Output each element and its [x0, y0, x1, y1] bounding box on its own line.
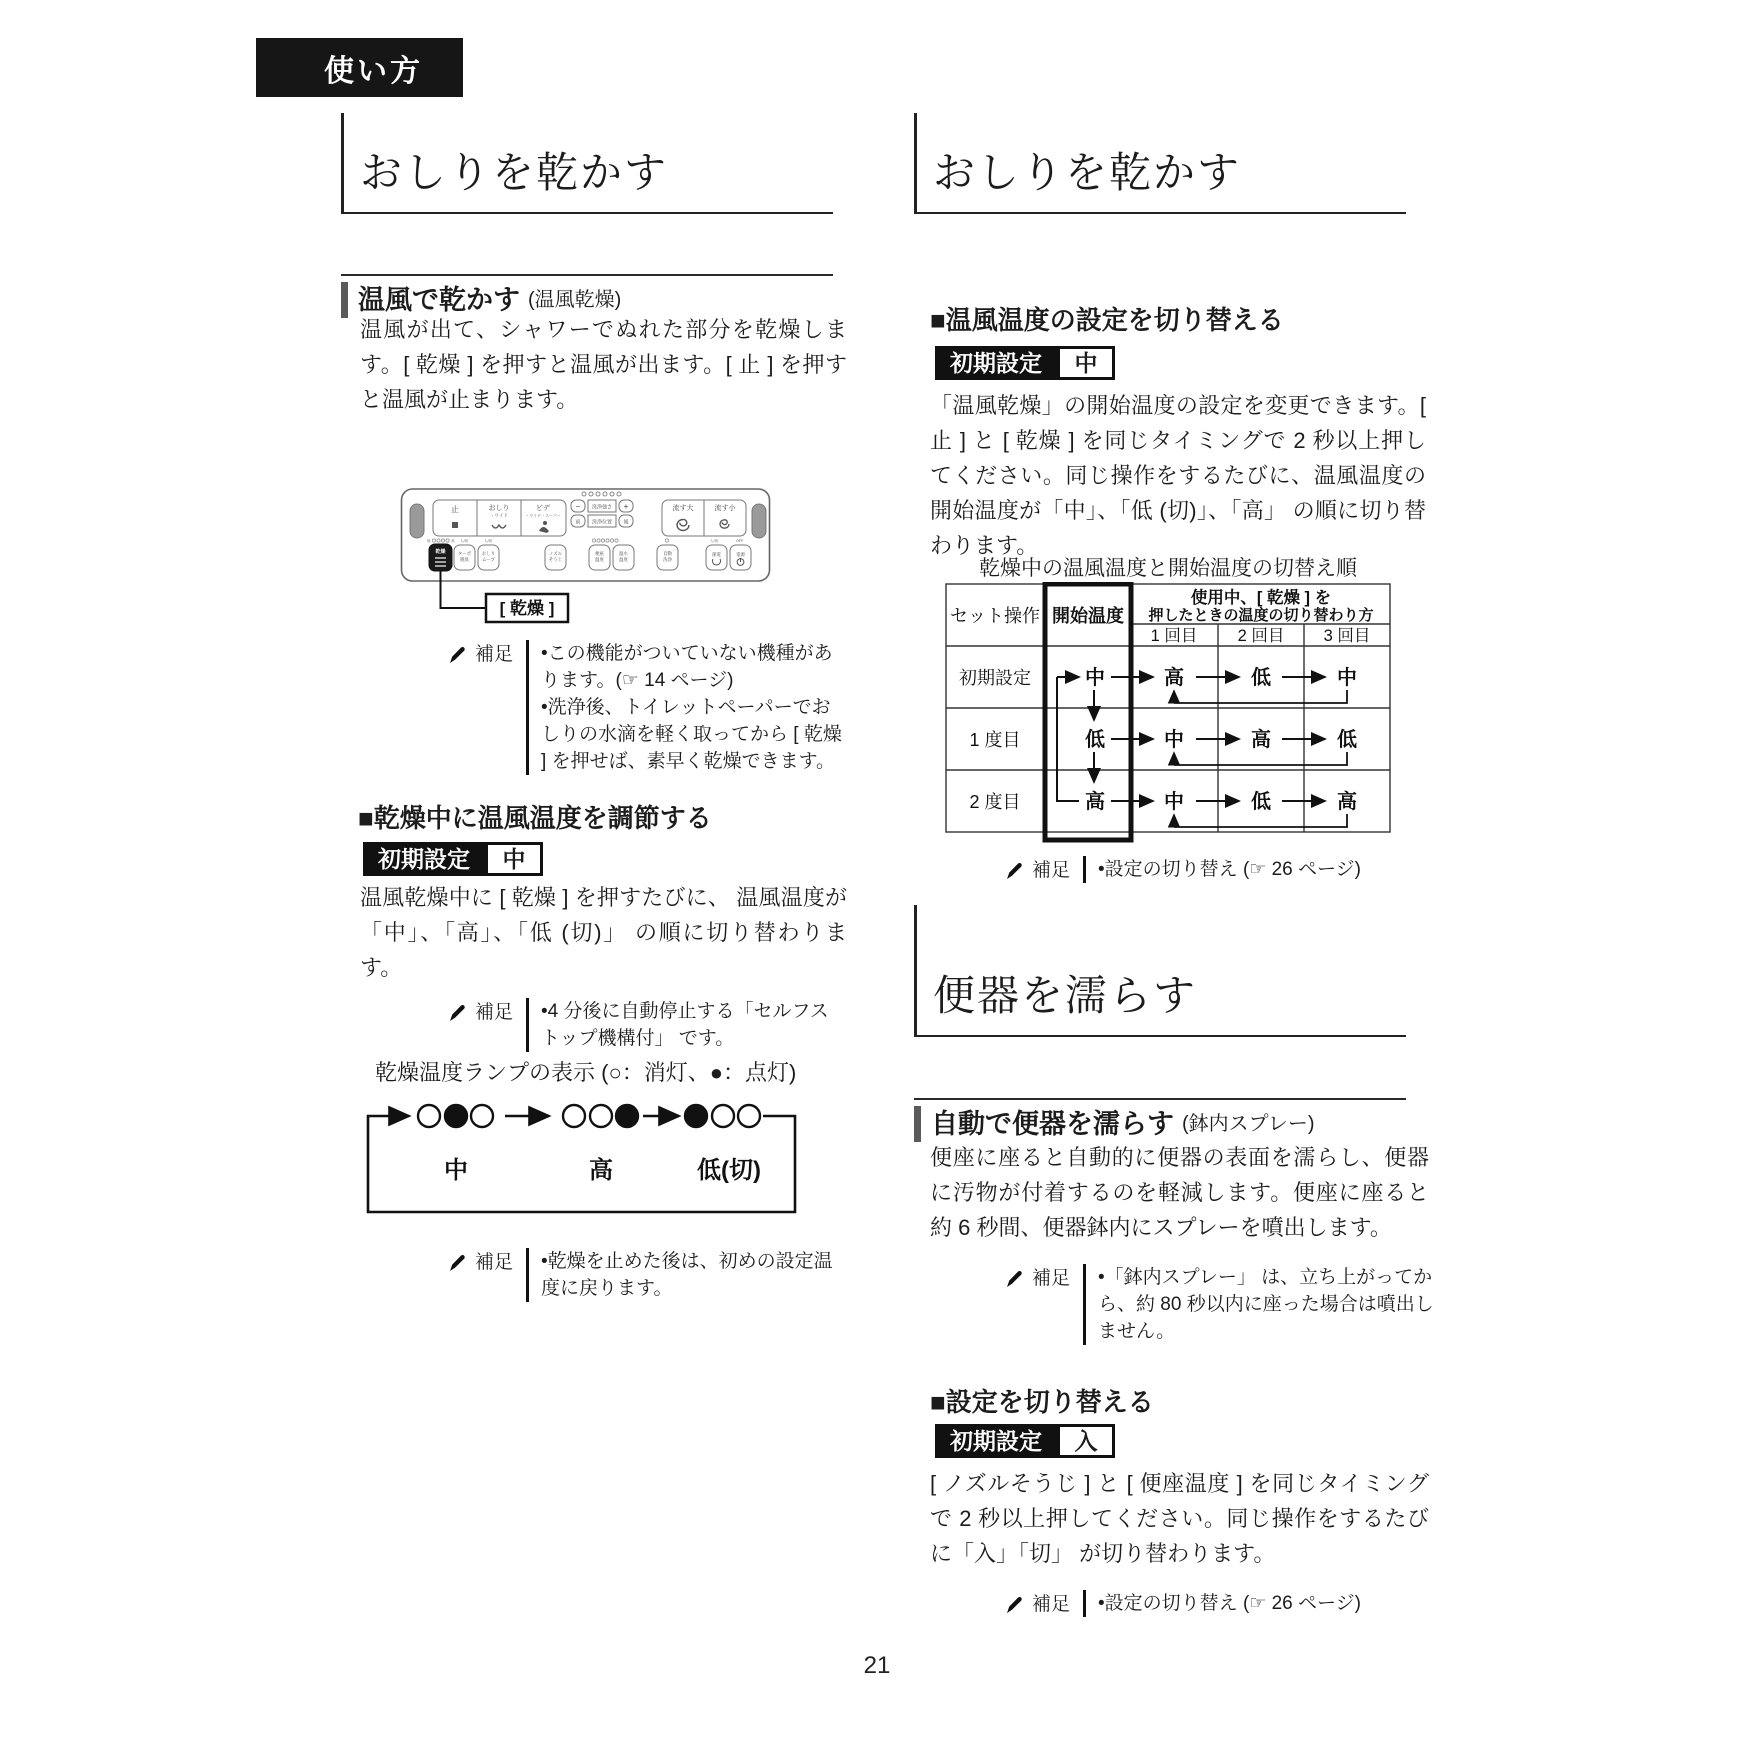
- note-body: [1083, 856, 1361, 883]
- svg-text:低: 低: [1337, 729, 1357, 751]
- move-button-label2: ムーブ: [482, 557, 495, 562]
- back-button: 後: [623, 519, 629, 526]
- start-value-2nd: 高: [1085, 791, 1105, 813]
- oshiri-button-sub: ・ワイド: [490, 513, 508, 518]
- pencil-icon: [448, 645, 468, 665]
- switch-temp-body: 「温風乾燥」の開始温度の設定を変更できます。[ 止 ] と [ 乾燥 ] を同じタイミングで 2 秒以上押してください。同じ操作をするたびに、温風温度の開始温度が「中」、「低 (切)」、「高」 の順に切り替わります。: [930, 393, 1426, 558]
- note-body: [526, 640, 843, 775]
- note-item: •設定の切り替え (☞ 26 ページ): [1098, 1593, 1361, 1614]
- row-label-2nd: 2 度目: [969, 792, 1021, 812]
- spray-body: 便座に座ると自動的に便器の表面を濡らし、便器に汚物が付着するのを軽減します。便座に座ると約 6 秒間、便器鉢内にスプレーを噴出します。: [930, 1145, 1429, 1240]
- lamp-label-mid: 中: [444, 1157, 468, 1184]
- seat-temp-button-label: 便座: [595, 551, 604, 556]
- oshiri-button-label: おしり: [488, 505, 510, 512]
- table-col-use-2: 押したときの温度の切り替わり方: [1148, 607, 1374, 624]
- default-setting-badge: [935, 1424, 1115, 1458]
- remote-control-diagram: [400, 486, 772, 628]
- dry-button-label: 乾燥: [435, 549, 446, 555]
- row-label-1st: 1 度目: [969, 730, 1021, 750]
- toggle-heading: ■設定を切り替える: [930, 1387, 1154, 1417]
- note-item: •4 分後に自動停止する「セルフストップ機構付」 です。: [541, 1001, 829, 1049]
- minus-button: −: [575, 502, 581, 511]
- svg-text:高: 高: [1164, 667, 1184, 689]
- section-subtitle: (温風乾燥): [528, 289, 622, 311]
- dry-indicator-low: 低: [427, 539, 431, 543]
- seat-temp-button-label2: 温度: [595, 557, 604, 562]
- table-caption: 乾燥中の温風温度と開始温度の切替え順: [979, 557, 1357, 580]
- adjust-note: [448, 998, 841, 1052]
- pencil-icon: [448, 1253, 468, 1273]
- stop-icon: [452, 522, 458, 528]
- default-setting-label: 初期設定: [363, 842, 485, 876]
- note-item: •乾燥を止めた後は、初めの設定温度に戻ります。: [541, 1251, 833, 1299]
- power-button-label: 電源: [736, 552, 745, 557]
- note-label: 補足: [1032, 1594, 1071, 1615]
- front-button: 前: [575, 519, 581, 526]
- flush-small-label: 流す小: [714, 505, 736, 512]
- note-head: [1005, 1264, 1070, 1292]
- section-bar: [914, 1106, 921, 1142]
- turbo-button-label2: 脱臭: [460, 557, 469, 562]
- right-title: おしりを乾かす: [914, 113, 1406, 214]
- note-body: [1083, 1264, 1446, 1345]
- dry-indicator-high: 高: [451, 539, 455, 543]
- note-item: •設定の切り替え (☞ 26 ページ): [1098, 859, 1361, 880]
- note-label: 補足: [1032, 1268, 1071, 1289]
- row-label-default: 初期設定: [959, 668, 1031, 688]
- lamp-label-high: 高: [589, 1157, 613, 1184]
- svg-text:低: 低: [1251, 791, 1271, 813]
- turbo-button-label: ターボ: [457, 551, 472, 556]
- default-setting-badge: [935, 346, 1115, 380]
- pencil-icon: [1005, 861, 1025, 881]
- table-row-default-steps: [1111, 665, 1357, 703]
- section-title: 自動で便器を濡らす: [931, 1109, 1174, 1139]
- remote-left-grip: [410, 504, 424, 538]
- adjust-body: 温風乾燥中に [ 乾燥 ] を押すたびに、 温風温度が「中」、「高」、「低 (切)」 の順に切り替わります。: [360, 885, 847, 980]
- move-onoff: 入/切: [484, 539, 493, 543]
- lamp-title: 乾燥温度ランプの表示 (○：消灯、●：点灯): [375, 1060, 797, 1085]
- table-col-use-1: 使用中、[ 乾燥 ] を: [1190, 589, 1332, 607]
- note-head: [1005, 856, 1070, 884]
- note-label: 補足: [475, 644, 514, 665]
- lamp-state-high: [563, 1105, 638, 1127]
- warm-air-body: 温風が出て、シャワーでぬれた部分を乾燥します。[ 乾燥 ] を押すと温風が出ます。[ 止 ] を押すと温風が止まります。: [360, 317, 847, 412]
- note-body: [1083, 1590, 1361, 1617]
- table-sub-3: 3 回目: [1323, 627, 1371, 645]
- spray-note: [1005, 1264, 1446, 1345]
- eco-onoff: 入/切: [710, 539, 719, 543]
- default-setting-label: 初期設定: [935, 346, 1057, 380]
- default-setting-badge: [363, 842, 543, 876]
- lamp-cycle-diagram: [345, 1094, 807, 1226]
- note-label: 補足: [475, 1002, 514, 1023]
- move-button-label: おしり: [481, 551, 496, 556]
- note-label: 補足: [475, 1252, 514, 1273]
- right-title-2: 便器を濡らす: [914, 905, 1406, 1037]
- note-head: [1005, 1590, 1070, 1618]
- left-title: おしりを乾かす: [341, 113, 833, 214]
- svg-text:高: 高: [1251, 729, 1271, 751]
- nozzle-button-label: ノズル: [549, 551, 562, 556]
- water-temp-button-label2: 温度: [619, 557, 628, 562]
- svg-text:中: 中: [1164, 791, 1184, 813]
- section-title: 温風で乾かす: [358, 285, 520, 315]
- note-head: [448, 998, 513, 1026]
- stop-button-label: 止: [451, 505, 459, 514]
- table-sub-2: 2 回目: [1237, 627, 1285, 645]
- pencil-icon: [1005, 1269, 1025, 1289]
- remote-right-grip: [752, 504, 766, 538]
- auto-wash-button-label2: 洗浄: [663, 557, 672, 562]
- wash-position-label: 洗浄位置: [591, 519, 613, 526]
- temp-switch-table: [945, 582, 1391, 846]
- section-bar: [341, 282, 348, 318]
- note-item: •「鉢内スプレー」 は、立ち上がってから、約 80 秒以内に座った場合は噴出しません。: [1098, 1267, 1434, 1342]
- bide-button-label: ビデ: [536, 505, 550, 512]
- default-setting-value: 中: [485, 842, 543, 876]
- lamp-label-low: 低(切): [697, 1157, 761, 1184]
- bide-button-sub: ・ワイド・スーパー: [525, 513, 561, 518]
- page-number: 21: [863, 1652, 891, 1679]
- note-body: [526, 998, 841, 1052]
- default-setting-value: 入: [1057, 1424, 1115, 1458]
- table-sub-1: 1 回目: [1150, 627, 1198, 645]
- wash-strength-label: 洗浄強さ: [591, 504, 613, 511]
- auto-indicator-dot: [665, 539, 668, 542]
- turbo-onoff: 入/切: [460, 539, 469, 543]
- svg-text:中: 中: [1337, 667, 1357, 689]
- switch-temp-heading: ■温風温度の設定を切り替える: [930, 305, 1284, 335]
- note-item: •この機能がついていない機種があります。(☞ 14 ページ): [541, 643, 833, 691]
- water-temp-button-label: 温水: [619, 551, 628, 556]
- svg-text:高: 高: [1337, 791, 1357, 813]
- table-row-1st-steps: [1111, 727, 1357, 765]
- callout-label: [ 乾燥 ]: [499, 599, 555, 618]
- table-row-2nd-steps: [1111, 789, 1357, 827]
- plus-button: +: [623, 502, 629, 511]
- svg-text:低: 低: [1251, 667, 1271, 689]
- table-col-start: 開始温度: [1052, 606, 1124, 626]
- warm-air-note: [448, 640, 843, 775]
- toggle-note: [1005, 1590, 1361, 1618]
- lamp-state-mid: [418, 1105, 493, 1127]
- pencil-icon: [1005, 1595, 1025, 1615]
- table-note: [1005, 856, 1361, 884]
- start-value-1st: 低: [1085, 729, 1105, 751]
- section-spray-header: [914, 1098, 1406, 1142]
- note-head: [448, 640, 513, 668]
- page-tag: 使い方: [256, 38, 463, 97]
- adjust-heading: ■乾燥中に温風温度を調節する: [358, 803, 712, 833]
- adjust-note2: [448, 1248, 837, 1302]
- power-off-label: OFF: [736, 539, 744, 543]
- note-body: [526, 1248, 837, 1302]
- note-item: •洗浄後、トイレットペーパーでおしりの水滴を軽く取ってから [ 乾燥 ] を押せば、素早く乾燥できます。: [541, 697, 842, 772]
- start-value-default: 中: [1085, 667, 1105, 689]
- note-label: 補足: [1032, 860, 1071, 881]
- nozzle-button-label2: そうじ: [548, 557, 563, 562]
- default-setting-value: 中: [1057, 346, 1115, 380]
- toggle-body: [ ノズルそうじ ] と [ 便座温度 ] を同じタイミングで 2 秒以上押してください。同じ操作をするたびに「入」「切」 が切り替わります。: [930, 1471, 1429, 1566]
- auto-wash-button-label: 自動: [663, 551, 672, 556]
- eco-button-label: 節電: [712, 552, 721, 557]
- start-loop-line: [1057, 677, 1079, 801]
- svg-text:中: 中: [1164, 729, 1184, 751]
- flush-big-label: 流す大: [672, 505, 694, 512]
- lamp-state-low: [685, 1105, 760, 1127]
- pencil-icon: [448, 1003, 468, 1023]
- default-setting-label: 初期設定: [935, 1424, 1057, 1458]
- note-head: [448, 1248, 513, 1276]
- section-subtitle: (鉢内スプレー): [1182, 1113, 1315, 1135]
- table-col-set: セット操作: [950, 606, 1040, 626]
